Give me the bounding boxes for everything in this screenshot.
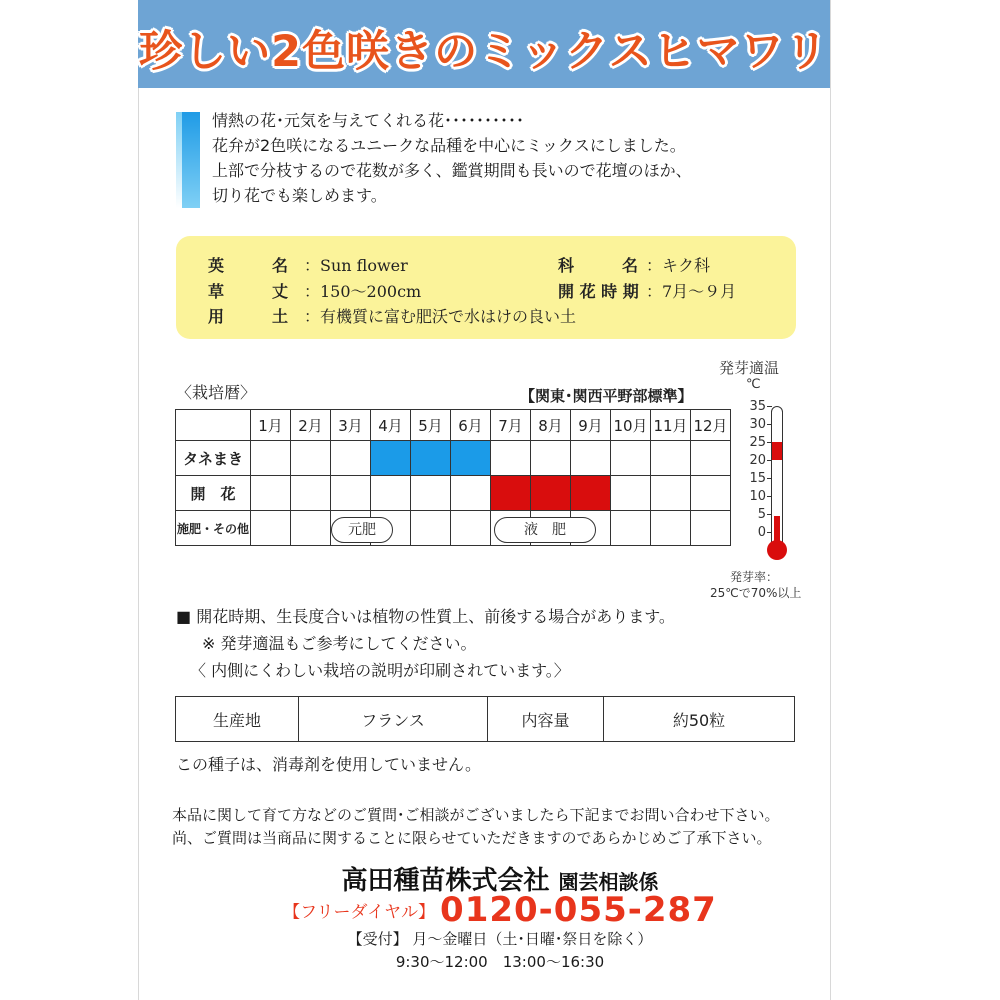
thermometer-optimal-range (772, 442, 782, 460)
english-name-value: ：Sun flower (304, 256, 408, 275)
month-header: 2月 (291, 410, 331, 441)
calendar-title: 〈栽培暦〉 (176, 383, 257, 402)
calendar-cell (411, 441, 451, 476)
height-value: ：150〜200cm (304, 282, 422, 301)
origin-label: 生産地 (176, 697, 299, 742)
phone-row (0, 890, 1000, 930)
cultivation-calendar (175, 409, 731, 546)
thermometer-tick-label: 20 (749, 453, 766, 468)
reception-days: 【受付】 月〜金曜日（土･日曜･祭日を除く） (347, 930, 653, 948)
month-header: 11月 (651, 410, 691, 441)
note-line: ※ 発芽適温もご参考にしてください。 (202, 634, 477, 653)
disinfect-note: この種子は、消毒剤を使用していません。 (176, 755, 481, 774)
calendar-cell (691, 441, 731, 476)
calendar-cell (251, 441, 291, 476)
bloom-row (176, 476, 731, 511)
row-label-bloom: 開 花 (176, 476, 251, 511)
calendar-cell (451, 476, 491, 511)
calendar-cell (251, 511, 291, 546)
calendar-cell (411, 511, 451, 546)
calendar-cell (491, 441, 531, 476)
intro-line: 上部で分枝するので花数が多く、鑑賞期間も長いので花壇のほか、 (212, 161, 692, 180)
thermometer (740, 398, 800, 568)
calendar-cell (611, 511, 651, 546)
plant-info-box (176, 236, 796, 339)
calendar-cell (291, 476, 331, 511)
product-info-table (175, 696, 795, 742)
note-line: ■ 開花時期、生長度合いは植物の性質上、前後する場合があります。 (176, 607, 675, 626)
base-fertilizer-label: 元肥 (331, 517, 393, 543)
company-name-text: 高田種苗株式会社 (341, 866, 550, 896)
month-header: 7月 (491, 410, 531, 441)
calendar-cell (451, 511, 491, 546)
thermometer-tick-label: 30 (749, 417, 766, 432)
free-dial-label: 【フリーダイヤル】 (283, 902, 435, 923)
thermometer-stem (774, 516, 780, 544)
bloom-period-value: ：7月〜９月 (646, 282, 737, 301)
month-header: 5月 (411, 410, 451, 441)
intro-text (212, 108, 692, 208)
contact-line: 尚、ご質問は当商品に関することに限らせていただきますのであらかじめご了承下さい。 (172, 829, 772, 847)
liquid-fertilizer-label: 液 肥 (494, 517, 596, 543)
calendar-cell (291, 441, 331, 476)
department-name: 園芸相談係 (558, 870, 659, 894)
origin-value: フランス (299, 697, 488, 742)
thermometer-tick-label: 35 (749, 399, 766, 414)
calendar-cell (491, 476, 531, 511)
content-value: 約50粒 (604, 697, 795, 742)
celsius-unit: ℃ (746, 377, 761, 392)
calendar-cell (651, 441, 691, 476)
thermometer-tick-label: 10 (749, 489, 766, 504)
thermometer-tick-label: 0 (757, 525, 766, 540)
intro-line: 花弁が2色咲になるユニークな品種を中心にミックスにしました。 (212, 136, 686, 155)
thermometer-tick-label: 15 (749, 471, 766, 486)
sowing-row (176, 441, 731, 476)
english-name-label: 英 名 (208, 256, 289, 275)
month-header: 8月 (531, 410, 571, 441)
calendar-cell (371, 476, 411, 511)
thermometer-tick (767, 406, 772, 407)
month-header: 3月 (331, 410, 371, 441)
calendar-cell (371, 441, 411, 476)
calendar-cell (611, 441, 651, 476)
family-value: ：キク科 (646, 256, 711, 275)
soil-value: ：有機質に富む肥沃で水はけの良い土 (304, 307, 577, 326)
phone-number[interactable]: 0120-055-287 (440, 890, 717, 930)
calendar-cell (531, 441, 571, 476)
contact-line: 本品に関して育て方などのご質問･ご相談がございましたら下記までお問い合わせ下さい。 (172, 806, 780, 824)
calendar-cell (531, 476, 571, 511)
month-header: 4月 (371, 410, 411, 441)
months-row (176, 410, 731, 441)
calendar-region: 【関東･関西平野部標準】 (520, 387, 693, 405)
intro-line: 情熱の花･元気を与えてくれる花･･････････ (212, 111, 525, 130)
calendar-cell (251, 476, 291, 511)
family-label: 科 名 (558, 256, 639, 275)
contact-text (172, 804, 780, 850)
calendar-cell (451, 441, 491, 476)
calendar-cell (691, 511, 731, 546)
intro-line: 切り花でも楽しめます。 (212, 186, 387, 205)
soil-label: 用 土 (208, 307, 289, 326)
month-header: 10月 (611, 410, 651, 441)
height-label: 草 丈 (208, 282, 289, 301)
row-label-fertilizer: 施肥・その他 (176, 511, 251, 546)
title-banner (138, 0, 830, 88)
month-header: 9月 (571, 410, 611, 441)
corner-cell (176, 410, 251, 441)
germination-rate-value: 25℃で70%以上 (710, 586, 802, 600)
cultivation-notes (176, 603, 675, 684)
calendar-cell (331, 441, 371, 476)
reception-hours: 9:30〜12:00 13:00〜16:30 (395, 953, 605, 971)
germination-temp-title: 発芽適温 (719, 359, 780, 377)
note-line: 〈 内側にくわしい栽培の説明が印刷されています。〉 (190, 661, 570, 680)
calendar-cell (331, 476, 371, 511)
month-header: 1月 (251, 410, 291, 441)
calendar-cell (651, 511, 691, 546)
bloom-period-label: 開 花 時 期 (558, 282, 639, 301)
content-label: 内容量 (488, 697, 604, 742)
fertilizer-row (176, 511, 731, 546)
calendar-cell (571, 441, 611, 476)
calendar-cell (411, 476, 451, 511)
row-label-sowing: タネまき (176, 441, 251, 476)
accent-bar (176, 112, 200, 208)
thermometer-tick-label: 5 (757, 507, 766, 522)
page-title: 珍しい2色咲きのミックスヒマワリ (139, 27, 829, 77)
calendar-cell (611, 476, 651, 511)
calendar-cell (691, 476, 731, 511)
calendar-cell (651, 476, 691, 511)
month-header: 12月 (691, 410, 731, 441)
germination-rate-label: 発芽率： (730, 570, 779, 584)
calendar-cell (571, 476, 611, 511)
thermometer-tick-label: 25 (749, 435, 766, 450)
month-header: 6月 (451, 410, 491, 441)
calendar-cell (291, 511, 331, 546)
